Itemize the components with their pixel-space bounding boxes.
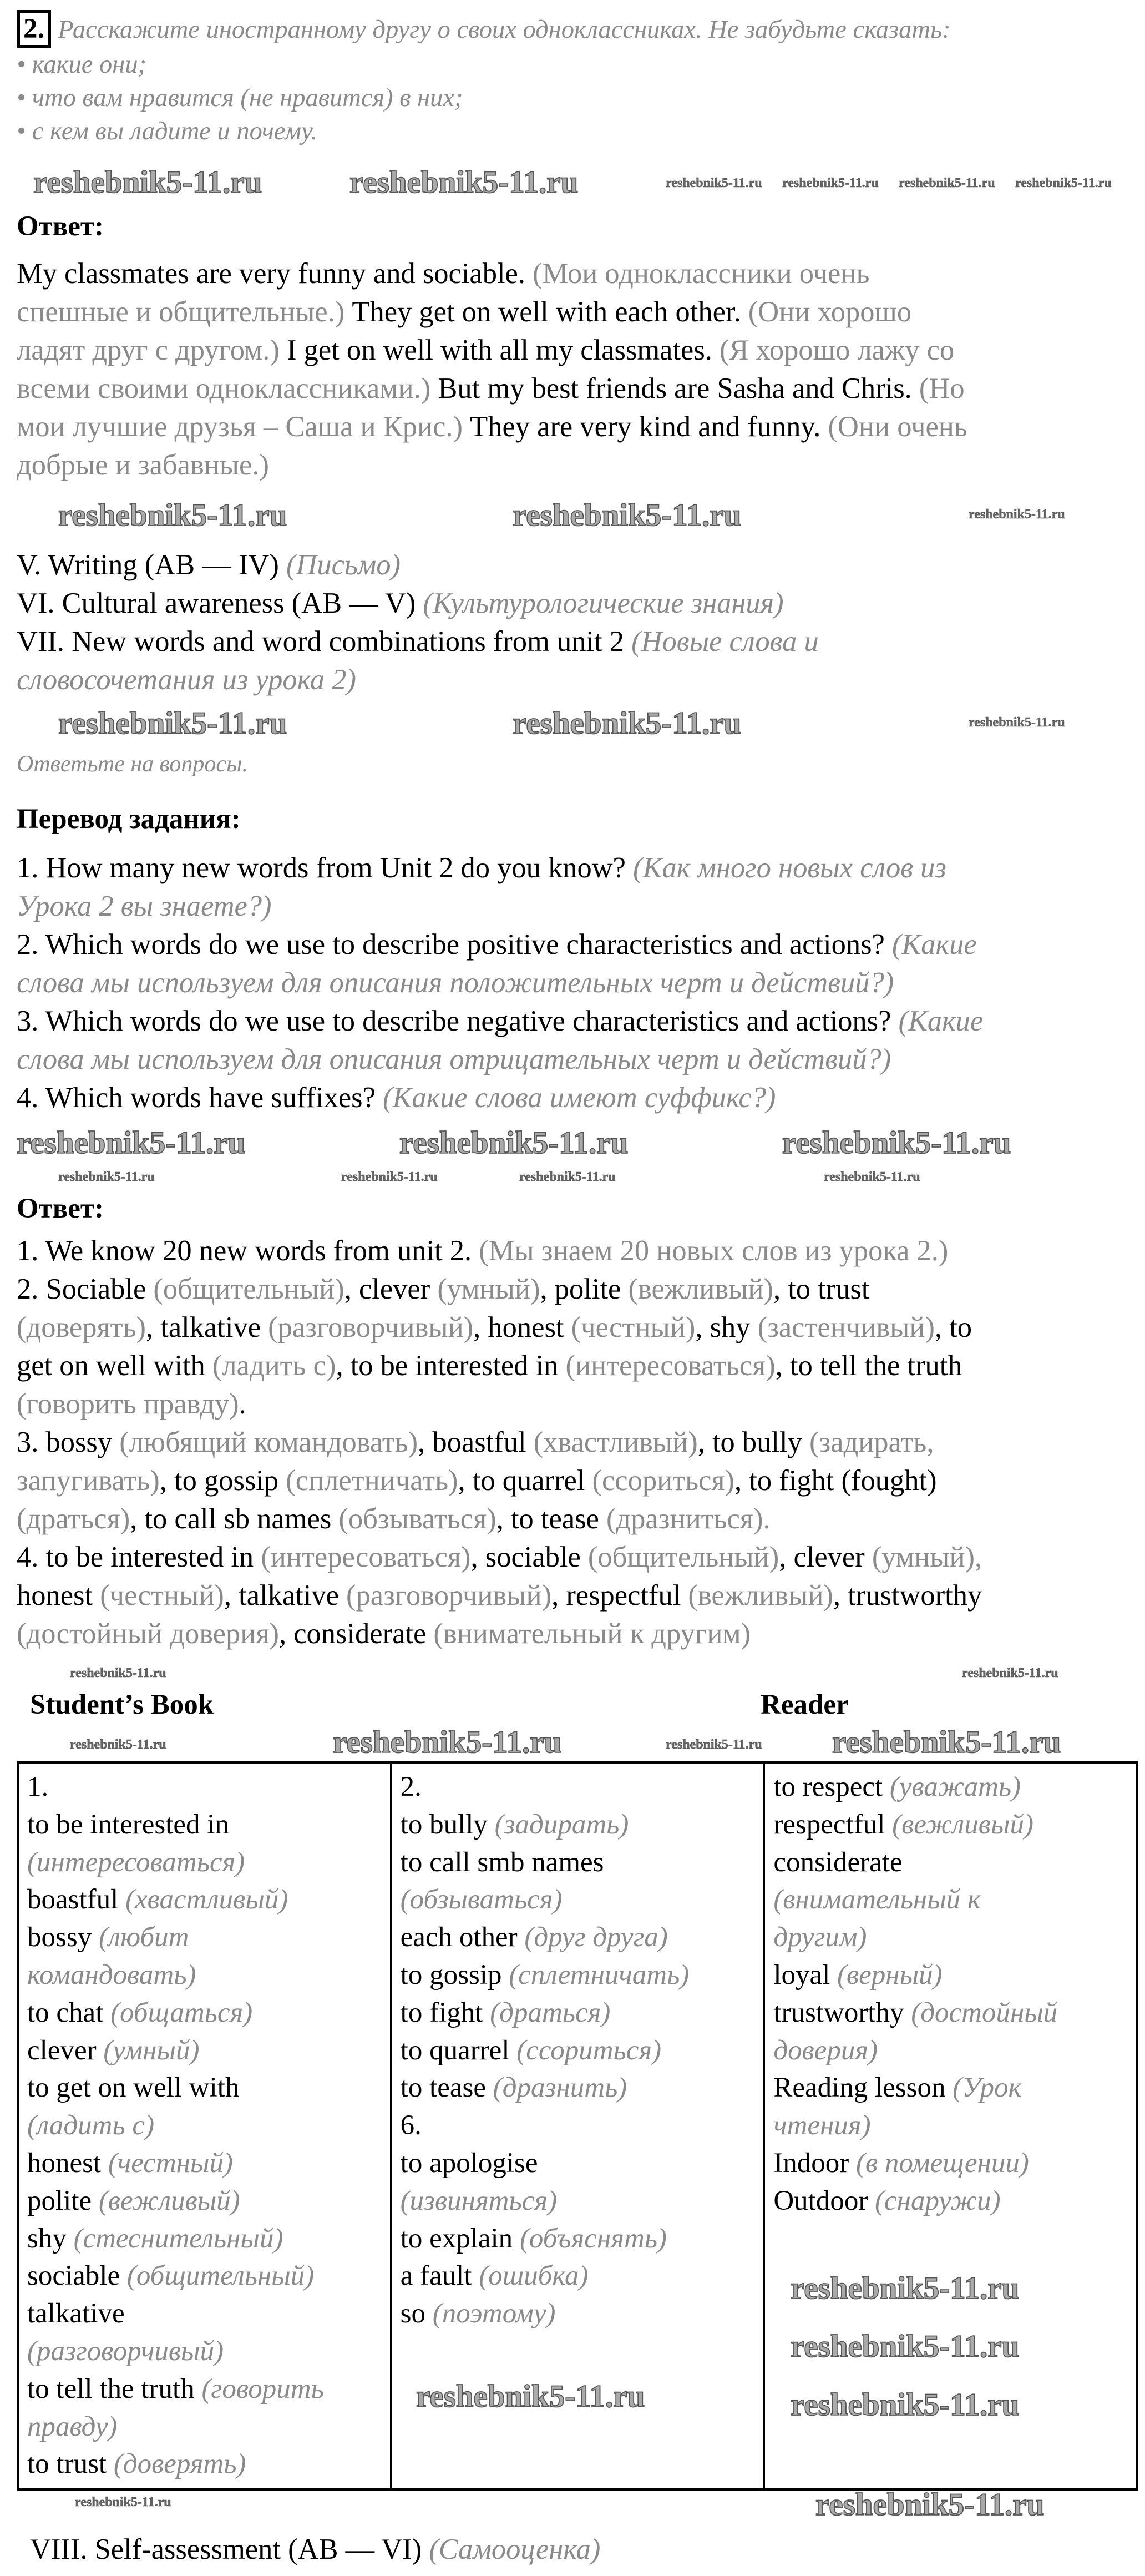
text-line [773, 1994, 1057, 2032]
text-line [773, 2032, 878, 2070]
english-text: 1. How many new words from Unit 2 do you know? [17, 852, 634, 884]
translation-text: (ссориться) [516, 2034, 662, 2066]
text-line [27, 1994, 252, 2032]
english-text: , to tease [496, 1503, 606, 1535]
text-line [401, 2257, 589, 2295]
text-line [401, 1769, 422, 1806]
watermark: reshebnik5-11.ru [519, 1170, 616, 1184]
translation-text: (Мы знаем 20 новых слов из урока 2.) [479, 1235, 949, 1267]
text-line [401, 2032, 661, 2070]
text-line [17, 849, 946, 887]
english-text: My classmates are very funny and sociable. [17, 257, 533, 290]
english-text: to get on well with [27, 2072, 240, 2104]
text-line [17, 1462, 937, 1500]
text-line [27, 2371, 324, 2408]
translation-text: (друг друга) [524, 1922, 668, 1953]
text-line [17, 1002, 983, 1040]
english-text: VI. Cultural awareness (AB — V) [17, 587, 423, 619]
english-text: , sociable [470, 1541, 588, 1573]
english-text: , to bully [697, 1426, 809, 1458]
translation-text: (ладить с) [212, 1350, 336, 1382]
table-header-reader: Reader [761, 1689, 849, 1720]
translation-text: командовать) [27, 1959, 196, 1991]
translation-text: (вежливый) [892, 1809, 1033, 1840]
english-text: 4. to be interested in [17, 1541, 261, 1573]
watermark: reshebnik5-11.ru [70, 1666, 166, 1680]
translation-text: (Культурологические знания) [423, 587, 784, 619]
english-text: to apologise [400, 2147, 538, 2179]
translation-text: (сплетничать) [286, 1464, 458, 1497]
watermark: reshebnik5-11.ru [416, 2379, 645, 2414]
translation-text: (в помещении) [856, 2147, 1029, 2179]
text-line [773, 1957, 942, 1994]
english-text: , trustworthy [833, 1579, 982, 1612]
translation-text: (снаружи) [875, 2185, 1001, 2216]
text-line [17, 1347, 962, 1385]
answer-label: Ответ: [17, 211, 104, 242]
text-line [27, 2145, 233, 2183]
translation-text: (Как много новых слов из [633, 852, 946, 884]
watermark: reshebnik5-11.ru [666, 1737, 762, 1752]
table-header-students-book: Student’s Book [30, 1689, 214, 1720]
english-text: to gossip [400, 1959, 509, 1991]
translation-text: (ссориться) [592, 1464, 735, 1497]
english-text: loyal [773, 1959, 838, 1991]
translation-text: (стеснительный) [73, 2223, 283, 2254]
english-text: , clever [779, 1541, 872, 1573]
english-text: 6. [400, 2110, 422, 2141]
english-text: shy [27, 2223, 74, 2254]
text-line [17, 661, 356, 699]
task-block [17, 10, 951, 148]
watermark: reshebnik5-11.ru [666, 176, 762, 190]
english-text: VIII. Self-assessment (AB — VI) [30, 2533, 429, 2565]
translation-text: (честный) [108, 2147, 233, 2179]
text-line [401, 1919, 668, 1957]
english-text: sociable [27, 2260, 127, 2292]
sections-list [17, 546, 819, 699]
watermark: reshebnik5-11.ru [782, 1125, 1011, 1160]
english-text: to tease [400, 2072, 493, 2104]
translation-text: (задирать, [809, 1426, 934, 1458]
english-text: I get on well with all my classmates. [286, 334, 720, 366]
text-line [773, 2069, 1021, 2107]
english-text: Outdoor [773, 2185, 875, 2216]
vocab-column-3 [764, 1762, 1137, 2489]
translation-text: другим) [773, 1922, 867, 1953]
english-text: to be interested in [27, 1809, 229, 1840]
translation-text: (интересоваться) [27, 1846, 245, 1878]
translation-text: (Какие [891, 928, 977, 961]
translation-text: мои лучшие друзья – Саша и Крис.) [17, 411, 470, 443]
translation-text: правду) [27, 2411, 118, 2442]
watermark: reshebnik5-11.ru [70, 1737, 166, 1752]
translation-text: (честный) [571, 1311, 696, 1343]
translation-text: (доверять) [17, 1311, 146, 1343]
translation-text: (верный) [837, 1959, 943, 1991]
translation-text: (обзываться) [400, 1884, 563, 1916]
translation-text: (Новые слова и [631, 625, 819, 658]
english-text: to quarrel [400, 2034, 517, 2066]
text-line [17, 1232, 948, 1270]
text-line [27, 1919, 189, 1957]
translation-text: словосочетания из урока 2) [17, 664, 356, 696]
english-text: each other [400, 1922, 525, 1953]
text-line [773, 1881, 981, 1919]
watermark: reshebnik5-11.ru [75, 2495, 171, 2509]
text-line [17, 1500, 771, 1538]
text-line [27, 2220, 283, 2258]
english-text: V. Writing (AB — IV) [17, 549, 286, 581]
english-text: 1. We know 20 new words from unit 2. [17, 1235, 479, 1267]
text-line [17, 293, 911, 331]
watermark: reshebnik5-11.ru [333, 1725, 562, 1760]
translation-text: (любит [98, 1922, 189, 1953]
watermark: reshebnik5-11.ru [969, 715, 1065, 730]
text-line [17, 331, 954, 370]
english-text: , considerate [278, 1618, 434, 1650]
text-line [27, 1957, 196, 1994]
text-line [773, 1919, 867, 1957]
english-text: , to gossip [159, 1464, 286, 1497]
translation-text: (достойный доверия) [17, 1618, 279, 1650]
questions-task: Ответьте на вопросы. [17, 751, 248, 777]
text-line [773, 1806, 1033, 1844]
translation-text: (разговорчивый) [27, 2335, 224, 2367]
text-line [27, 1769, 48, 1806]
translation-text: запугивать) [17, 1464, 160, 1497]
text-line [17, 1270, 870, 1309]
answers-list [17, 1232, 982, 1653]
english-text: , to quarrel [458, 1464, 592, 1497]
translation-text: слова мы используем для описания положительных черт и действий?) [17, 967, 894, 999]
translation-text: (дразнить) [493, 2072, 627, 2104]
english-text: honest [17, 1579, 100, 1612]
text-line [17, 546, 401, 584]
translation-text: (доверять) [113, 2448, 246, 2480]
text-line [17, 1079, 776, 1117]
translation-text: (общаться) [110, 1997, 253, 2028]
watermark: reshebnik5-11.ru [513, 498, 742, 533]
watermark: reshebnik5-11.ru [899, 176, 995, 190]
translation-text: (Но [919, 372, 965, 405]
translation-text: (Самооценка) [429, 2533, 601, 2565]
text-line [27, 2446, 246, 2483]
watermark: reshebnik5-11.ru [815, 2487, 1045, 2522]
translation-text: чтения) [773, 2110, 871, 2141]
watermark: reshebnik5-11.ru [832, 1725, 1061, 1760]
watermark: reshebnik5-11.ru [349, 165, 579, 200]
translation-text: (общительный) [587, 1541, 779, 1573]
english-text: to fight [400, 1997, 490, 2028]
text-line [773, 2107, 870, 2145]
text-line [17, 1040, 891, 1079]
watermark: reshebnik5-11.ru [782, 176, 879, 190]
watermark: reshebnik5-11.ru [962, 1666, 1058, 1680]
translation-text: (Мои одноклассники очень [533, 257, 870, 290]
english-text: polite [27, 2185, 99, 2216]
english-text: , polite [540, 1273, 629, 1305]
translation-text: (интересоваться) [565, 1350, 776, 1382]
text-line [401, 1806, 629, 1844]
translation-text: (разговорчивый) [268, 1311, 474, 1343]
translation-text: (умный) [437, 1273, 540, 1305]
translation-text: (ладить с) [27, 2110, 155, 2141]
text-line [773, 1844, 902, 1882]
text-line [17, 1615, 751, 1653]
translation-text: (внимательный к другим) [433, 1618, 751, 1650]
text-line [17, 1538, 982, 1577]
text-line [401, 2069, 627, 2107]
watermark: reshebnik5-11.ru [58, 706, 287, 741]
text-line [17, 446, 269, 484]
task-bullet: • с кем вы ладите и почему. [17, 117, 318, 145]
translation-text: (объяснять) [519, 2223, 667, 2254]
english-text: 1. [27, 1771, 49, 1802]
watermark: reshebnik5-11.ru [1015, 176, 1112, 190]
task-bullet: • что вам нравится (не нравится) в них; [17, 84, 463, 112]
watermark: reshebnik5-11.ru [58, 498, 287, 533]
english-text: , clever [344, 1273, 438, 1305]
text-line [17, 408, 967, 446]
answer-paragraph [17, 255, 967, 484]
text-line [401, 2220, 667, 2258]
text-line [27, 2295, 125, 2333]
english-text: , talkative [224, 1579, 347, 1612]
translation-text: (умный), [872, 1541, 982, 1573]
text-line [27, 1844, 245, 1882]
english-text: clever [27, 2034, 104, 2066]
text-line [27, 2408, 117, 2446]
english-text: to respect [773, 1771, 890, 1802]
english-text: so [400, 2298, 433, 2330]
english-text: . [239, 1388, 246, 1420]
translation-text: (говорить [201, 2373, 324, 2405]
text-line [27, 1806, 229, 1844]
translation-text: (разговорчивый) [346, 1579, 552, 1612]
translation-text: (ошибка) [479, 2260, 589, 2292]
english-text: , talkative [146, 1311, 268, 1343]
text-line [17, 926, 977, 964]
text-line [401, 2295, 556, 2333]
english-text: , shy [695, 1311, 758, 1343]
english-text: trustworthy [773, 1997, 911, 2028]
translation-text: (застенчивый) [757, 1311, 935, 1343]
translation-text: (вежливый) [628, 1273, 773, 1305]
english-text: , to tell the truth [775, 1350, 962, 1382]
translation-text: (любящий командовать) [119, 1426, 418, 1458]
text-line [401, 2145, 538, 2183]
text-line [401, 2183, 557, 2220]
translation-text: (Урок [953, 2072, 1022, 2104]
translation-text: (извиняться) [400, 2185, 558, 2216]
english-text: talkative [27, 2298, 125, 2330]
translation-text: (интересоваться) [261, 1541, 471, 1573]
translation-text: (драться) [490, 1997, 611, 2028]
text-line [401, 1994, 611, 2032]
translation-text: (говорить правду) [17, 1388, 239, 1420]
translation-text: (умный) [103, 2034, 200, 2066]
english-text: 2. Which words do we use to describe positive characteristics and actions? [17, 928, 892, 961]
english-text: They are very kind and funny. [470, 411, 828, 443]
translation-text: всеми своими одноклассниками.) [17, 372, 438, 405]
watermark: reshebnik5-11.ru [17, 1125, 246, 1160]
text-line [27, 2107, 154, 2145]
english-text: honest [27, 2147, 108, 2179]
english-text: 3. Which words do we use to describe negative characteristics and actions? [17, 1005, 899, 1037]
translation-text: (задирать) [494, 1809, 629, 1840]
text-line [773, 2183, 1000, 2220]
watermark: reshebnik5-11.ru [791, 2271, 1020, 2306]
english-text: to chat [27, 1997, 111, 2028]
text-line [401, 1957, 690, 1994]
english-text: 4. Which words have suffixes? [17, 1082, 383, 1114]
english-text: respectful [773, 1809, 893, 1840]
translation-text: (вежливый) [688, 1579, 833, 1612]
watermark: reshebnik5-11.ru [33, 165, 262, 200]
english-text: They get on well with each other. [352, 296, 748, 328]
translation-text: слова мы используем для описания отрицательных черт и действий?) [17, 1043, 891, 1075]
watermark: reshebnik5-11.ru [824, 1170, 920, 1184]
text-line [17, 255, 869, 293]
translation-text: спешные и общительные.) [17, 296, 352, 328]
text-line [17, 370, 965, 408]
english-text: , boastful [418, 1426, 534, 1458]
watermark: reshebnik5-11.ru [791, 2387, 1020, 2422]
text-line [27, 2333, 224, 2371]
english-text: get on well with [17, 1350, 212, 1382]
translation-text: ладят друг с другом.) [17, 334, 287, 366]
translation-text: (Я хорошо лажу со [720, 334, 955, 366]
text-line [17, 1385, 246, 1423]
english-text: to trust [27, 2448, 114, 2480]
english-text: boastful [27, 1884, 126, 1916]
translation-text: (общительный) [126, 2260, 315, 2292]
task-instruction: Расскажите иностранному другу о своих одноклассниках. Не забудьте сказать: [58, 16, 951, 44]
text-line [30, 2530, 600, 2569]
watermark: reshebnik5-11.ru [791, 2329, 1020, 2364]
text-line [17, 584, 784, 623]
watermark: reshebnik5-11.ru [341, 1170, 438, 1184]
translation-text: доверия) [773, 2034, 878, 2066]
text-line [17, 964, 894, 1002]
english-text: , to be interested in [336, 1350, 566, 1382]
translation-text: (дразниться). [606, 1503, 771, 1535]
translation-text: (хвастливый) [125, 1884, 288, 1916]
english-text: Indoor [773, 2147, 857, 2179]
questions-list [17, 849, 983, 1117]
translation-text: (общительный) [153, 1273, 344, 1305]
translation-text: (Какие [898, 1005, 984, 1037]
english-text: 2. [400, 1771, 422, 1802]
task-bullet: • какие они; [17, 50, 147, 79]
text-line [773, 2145, 1029, 2183]
vocab-column-1 [18, 1762, 391, 2489]
english-text: considerate [773, 1846, 903, 1878]
text-line [27, 1881, 288, 1919]
translation-text: (поэтому) [432, 2298, 556, 2330]
translation-label: Перевод задания: [17, 804, 241, 835]
translation-text: (сплетничать) [509, 1959, 690, 1991]
text-line [17, 1309, 972, 1347]
english-text: , respectful [551, 1579, 688, 1612]
translation-text: (достойный [911, 1997, 1058, 2028]
text-line [401, 1881, 563, 1919]
english-text: , to call sb names [130, 1503, 339, 1535]
translation-text: (вежливый) [98, 2185, 240, 2216]
watermark: reshebnik5-11.ru [969, 507, 1065, 522]
translation-text: (внимательный к [773, 1884, 981, 1916]
translation-text: (Письмо) [286, 549, 401, 581]
text-line [27, 2032, 200, 2070]
text-line [17, 1423, 934, 1462]
text-line [773, 1769, 1021, 1806]
english-text: Reading lesson [773, 2072, 953, 2104]
text-line [17, 1577, 982, 1615]
english-text: bossy [27, 1922, 99, 1953]
watermark: reshebnik5-11.ru [513, 706, 742, 741]
answer-label: Ответ: [17, 1193, 104, 1224]
translation-text: Урока 2 вы знаете?) [17, 890, 272, 922]
translation-text: (Какие слова имеют суффикс?) [383, 1082, 776, 1114]
text-line [27, 2183, 240, 2220]
english-text: , honest [473, 1311, 571, 1343]
english-text: , to fight (fought) [734, 1464, 937, 1497]
english-text: , to trust [773, 1273, 870, 1305]
english-text: But my best friends are Sasha and Chris. [438, 372, 919, 405]
task-number: 2. [17, 10, 51, 48]
text-line [17, 623, 819, 661]
translation-text: добрые и забавные.) [17, 449, 269, 481]
english-text: VII. New words and word combinations from unit 2 [17, 625, 632, 658]
text-line [401, 1844, 604, 1882]
translation-text: (уважать) [889, 1771, 1021, 1802]
text-line [17, 887, 272, 926]
text-line [27, 2257, 314, 2295]
english-text: to explain [400, 2223, 520, 2254]
translation-text: (честный) [100, 1579, 224, 1612]
english-text: a fault [400, 2260, 479, 2292]
translation-text: (обзываться) [338, 1503, 496, 1535]
section-self-assessment [30, 2530, 600, 2569]
translation-text: (драться) [17, 1503, 130, 1535]
translation-text: (Они очень [828, 411, 967, 443]
text-line [401, 2107, 422, 2145]
translation-text: (хвастливый) [533, 1426, 698, 1458]
watermark: reshebnik5-11.ru [399, 1125, 629, 1160]
english-text: to call smb names [400, 1846, 604, 1878]
english-text: 2. Sociable [17, 1273, 154, 1305]
english-text: to tell the truth [27, 2373, 202, 2405]
text-line [27, 2069, 239, 2107]
english-text: to bully [400, 1809, 495, 1840]
translation-text: (Они хорошо [748, 296, 912, 328]
english-text: , to [934, 1311, 972, 1343]
watermark: reshebnik5-11.ru [58, 1170, 155, 1184]
english-text: 3. bossy [17, 1426, 120, 1458]
